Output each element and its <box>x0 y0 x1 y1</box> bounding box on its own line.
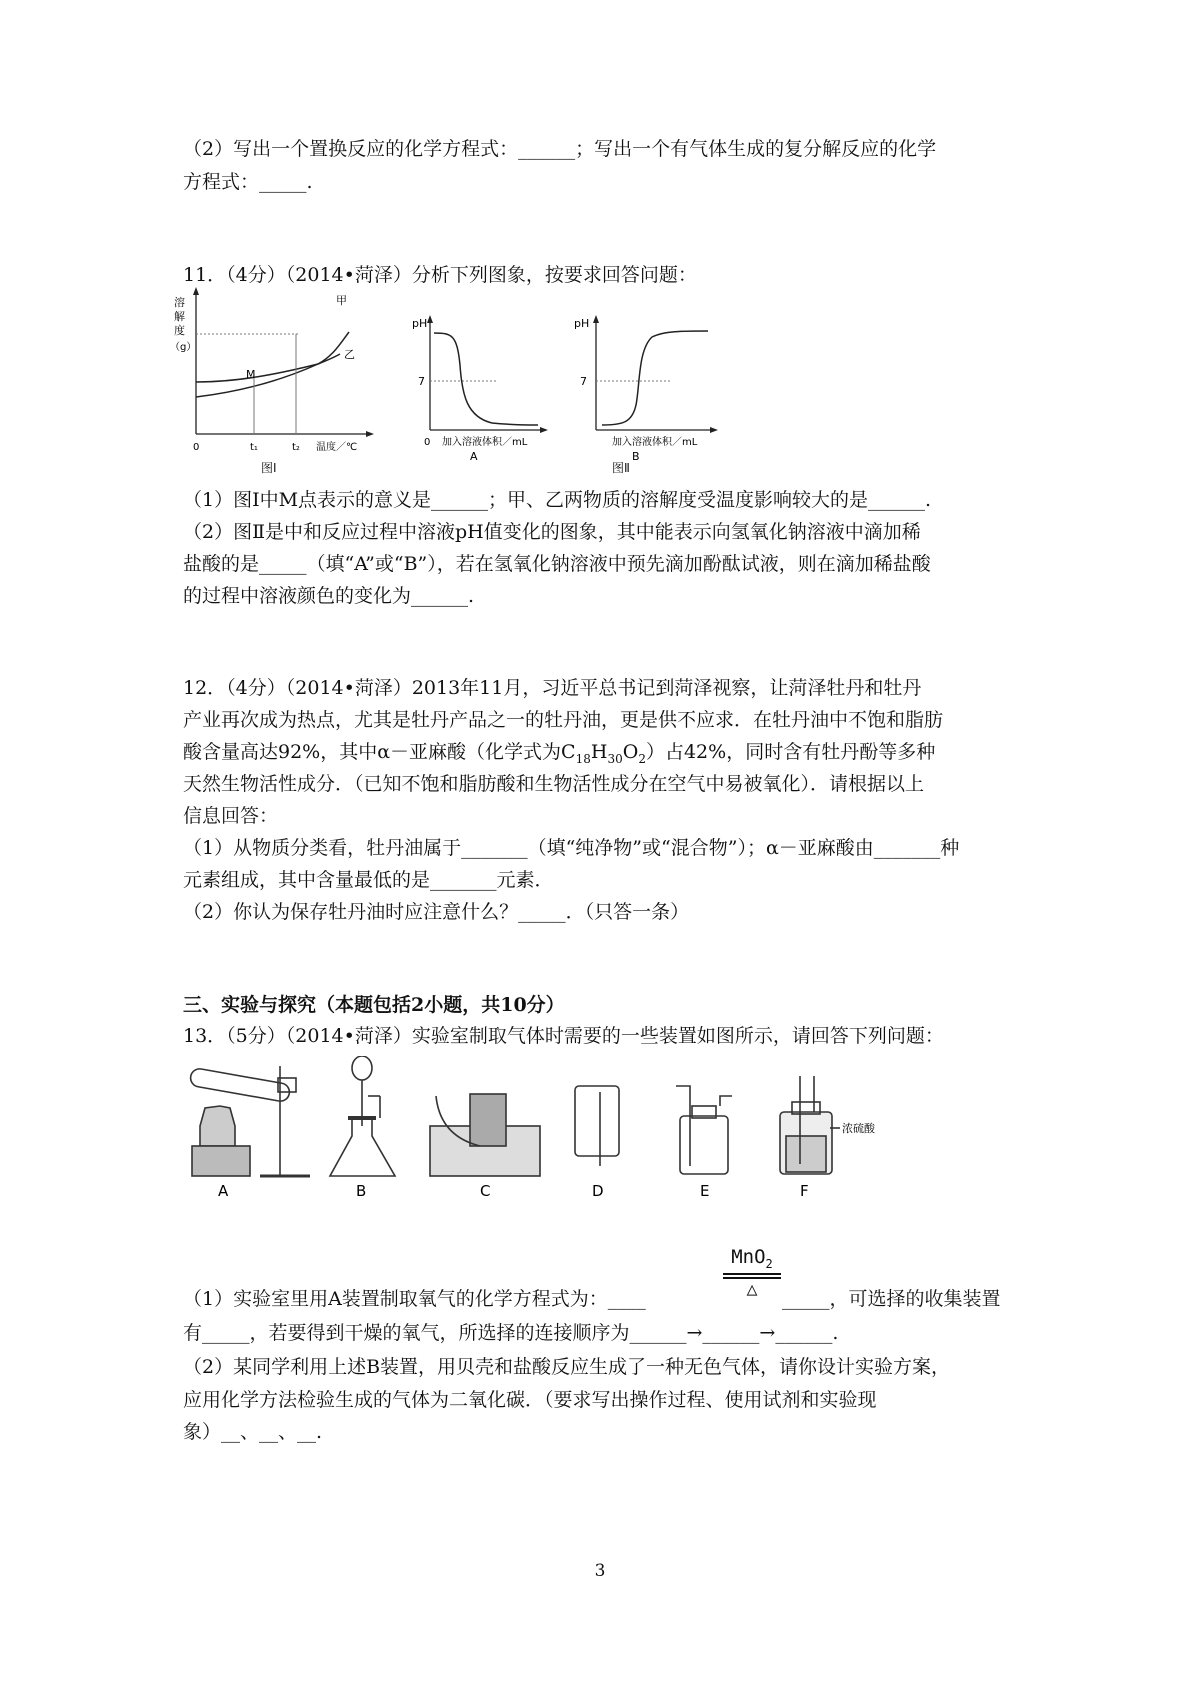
apparatus-label: D <box>592 1182 604 1200</box>
apparatus-a <box>189 1066 310 1176</box>
text-line: 方程式：_____. <box>183 171 313 193</box>
acid-label: 浓硫酸 <box>842 1122 875 1135</box>
apparatus-label: E <box>700 1182 710 1200</box>
subscript: 2 <box>638 751 646 766</box>
y-axis-7-label: 7 <box>580 375 587 388</box>
text-line: （2）某同学利用上述B装置，用贝壳和盐酸反应生成了一种无色气体，请你设计实验方案， <box>183 1356 951 1378</box>
apparatus-label: F <box>800 1182 809 1200</box>
chart-label-b: B <box>632 450 640 463</box>
y-axis-unit: （g） <box>170 342 197 353</box>
text: H <box>590 741 608 763</box>
text-line: 的过程中溶液颜色的变化为______. <box>183 585 475 607</box>
subscript: 18 <box>575 751 591 766</box>
heat-symbol: △ <box>746 1278 758 1300</box>
apparatus-b <box>330 1056 395 1176</box>
apparatus-figure <box>180 1056 980 1246</box>
curve-label-jia: 甲 <box>336 294 347 307</box>
x-axis-label: 加入溶液体积／mL <box>442 437 528 448</box>
text-line: 天然生物活性成分．（已知不饱和脂肪酸和生物活性成分在空气中易被氧化）．请根据以上 <box>183 773 925 795</box>
y-axis-7-label: 7 <box>418 375 425 388</box>
text: 酸含量高达92%，其中α－亚麻酸（化学式为C <box>183 741 576 763</box>
chart-label-a: A <box>470 450 478 463</box>
section-heading: 三、实验与探究（本题包括2小题，共10分） <box>183 994 565 1016</box>
x-axis-label: 加入溶液体积／mL <box>612 437 698 448</box>
apparatus-c <box>430 1094 540 1176</box>
text-line: 产业再次成为热点，尤其是牡丹产品之一的牡丹油，更是供不应求．在牡丹油中不饱和脂肪 <box>183 709 944 731</box>
y-axis-label: pH <box>574 317 590 330</box>
text-line: （2）图Ⅱ是中和反应过程中溶液pH值变化的图象，其中能表示向氢氧化钠溶液中滴加稀 <box>183 521 921 543</box>
y-axis-label: 度 <box>174 324 185 337</box>
text: O <box>622 741 639 763</box>
solubility-chart <box>168 284 398 459</box>
tick-label-t2: t₂ <box>292 442 300 453</box>
text-line: （1）实验室里用A装置制取氧气的化学方程式为：____ <box>183 1288 646 1310</box>
ph-chart-a <box>412 305 562 465</box>
apparatus-label: A <box>218 1182 229 1200</box>
text-line: （1）从物质分类看，牡丹油属于_______（填“纯净物”或“混合物”）；α－亚麻酸由_______种 <box>183 837 960 859</box>
apparatus-f <box>780 1076 840 1174</box>
text-line: 象）__、__、__. <box>183 1421 323 1443</box>
question-11-title: 11．（4分）（2014•菏泽）分析下列图象，按要求回答问题： <box>183 264 697 286</box>
page-number: 3 <box>594 1561 606 1581</box>
origin-label: 0 <box>424 437 431 448</box>
apparatus-d <box>575 1086 619 1166</box>
tick-label-t1: t₁ <box>250 442 258 453</box>
text-line: 有_____，若要得到干燥的氧气，所选择的连接顺序为______→______→______. <box>183 1322 839 1344</box>
apparatus-label: B <box>356 1182 367 1200</box>
y-axis-label: 解 <box>174 310 185 323</box>
apparatus-e <box>676 1086 732 1174</box>
x-axis-label: 温度／℃ <box>316 442 358 453</box>
reaction-condition <box>723 1246 781 1299</box>
text-line: 盐酸的是_____（填“A”或“B”），若在氢氧化钠溶液中预先滴加酚酞试液，则在滴加稀盐酸 <box>183 553 931 575</box>
subscript: 30 <box>607 751 623 766</box>
text-line: _____，可选择的收集装置 <box>782 1288 1001 1310</box>
curve-label-yi: 乙 <box>344 348 355 361</box>
y-axis-label: 溶 <box>174 296 185 309</box>
text-line: （1）图Ⅰ中M点表示的意义是______；甲、乙两物质的溶解度受温度影响较大的是______. <box>183 489 932 511</box>
question-12-title: 12．（4分）（2014•菏泽）2013年11月，习近平总书记到菏泽视察，让菏泽牡丹和牡丹 <box>183 677 922 699</box>
point-m-label: M <box>246 368 256 381</box>
question-13-title: 13．（5分）（2014•菏泽）实验室制取气体时需要的一些装置如图所示，请回答下列问题： <box>183 1025 944 1047</box>
origin-label: 0 <box>193 442 200 453</box>
ph-chart-b <box>572 305 732 465</box>
figure-caption: 图Ⅱ <box>612 461 630 475</box>
text-line: 元素组成，其中含量最低的是_______元素． <box>183 869 554 891</box>
text-line: 信息回答： <box>183 805 279 827</box>
y-axis-label: pH <box>412 317 428 330</box>
text-line-formula <box>183 739 935 772</box>
catalyst-formula: MnO$_2$ <box>731 1246 773 1271</box>
text-line: （2）你认为保存牡丹油时应注意什么？_____．（只答一条） <box>183 901 690 923</box>
text-line: （2）写出一个置换反应的化学方程式：______；写出一个有气体生成的复分解反应的化学 <box>183 138 937 160</box>
apparatus-label: C <box>480 1182 491 1200</box>
equals-bar <box>723 1273 781 1279</box>
text-line: 应用化学方法检验生成的气体为二氧化碳．（要求写出操作过程、使用试剂和实验现 <box>183 1389 877 1411</box>
figure-caption: 图Ⅰ <box>261 461 277 475</box>
text: ）占42%，同时含有牡丹酚等多种 <box>645 741 936 763</box>
